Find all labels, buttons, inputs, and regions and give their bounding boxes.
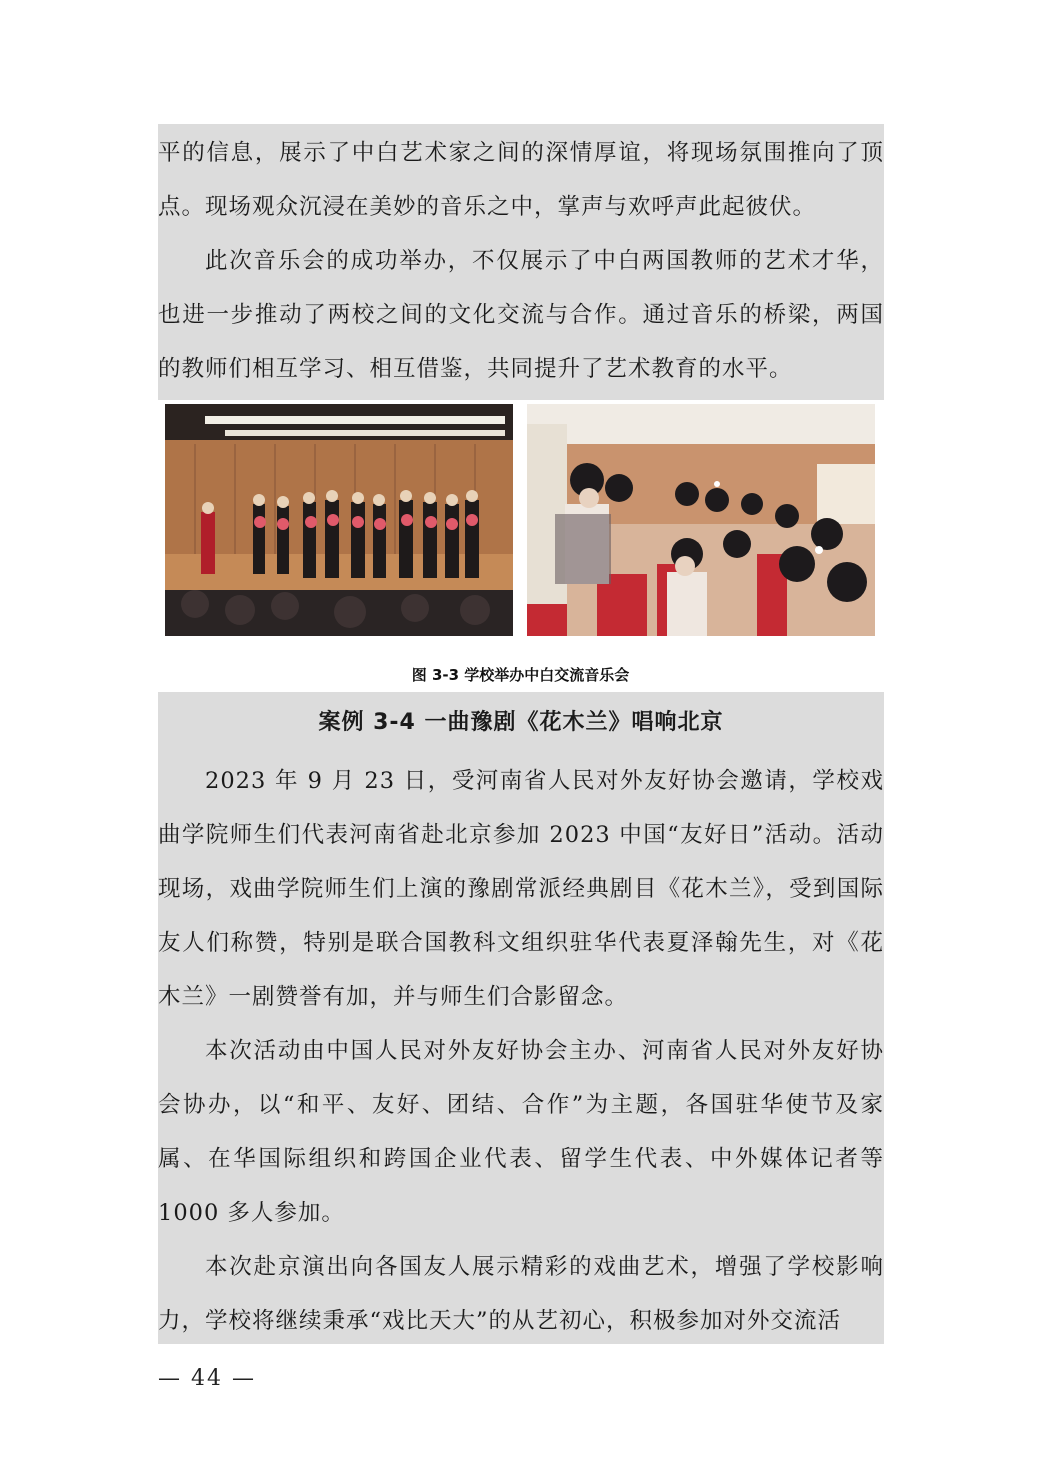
paragraph: 此次音乐会的成功举办，不仅展示了中白两国教师的艺术才华，也进一步推动了两校之间的文化交流与合作。通过音乐的桥梁，两国的教师们相互学习、相互借鉴，共同提升了艺术教育的水平。 xyxy=(158,248,884,382)
figure-caption: 图 3-3 学校举办中白交流音乐会 xyxy=(411,666,630,684)
concert-stage-photo xyxy=(165,404,513,636)
highlighted-case-block xyxy=(158,692,884,1344)
case-title: 案例 3-4 一曲豫剧《花木兰》唱响北京 xyxy=(318,710,724,735)
paragraph: 平的信息，展示了中白艺术家之间的深情厚谊，将现场氛围推向了顶点。现场观众沉浸在美妙的音乐之中，掌声与欢呼声此起彼伏。 xyxy=(158,140,884,220)
figure-photos xyxy=(165,404,875,636)
paragraph: 本次活动由中国人民对外友好协会主办、河南省人民对外友好协会协办，以“和平、友好、团结、合作”为主题，各国驻华使节及家属、在华国际组织和跨国企业代表、留学生代表、中外媒体记者等 1000 多人参加。 xyxy=(158,1038,884,1226)
page-number: — 44 — xyxy=(158,1366,256,1391)
audience-photo xyxy=(527,404,875,636)
paragraph: 2023 年 9 月 23 日，受河南省人民对外友好协会邀请，学校戏曲学院师生们代表河南省赴北京参加 2023 中国“友好日”活动。活动现场，戏曲学院师生们上演的豫剧常派经典剧目《花木兰》，受到国际友人们称赞，特别是联合国教科文组织驻华代表夏泽翰先生，对《花木兰》一剧赞誉有加，并与师生们合影留念。 xyxy=(158,768,884,1010)
highlighted-text-block-top xyxy=(158,124,884,400)
paragraph: 本次赴京演出向各国友人展示精彩的戏曲艺术，增强了学校影响力，学校将继续秉承“戏比天大”的从艺初心，积极参加对外交流活 xyxy=(158,1254,884,1334)
